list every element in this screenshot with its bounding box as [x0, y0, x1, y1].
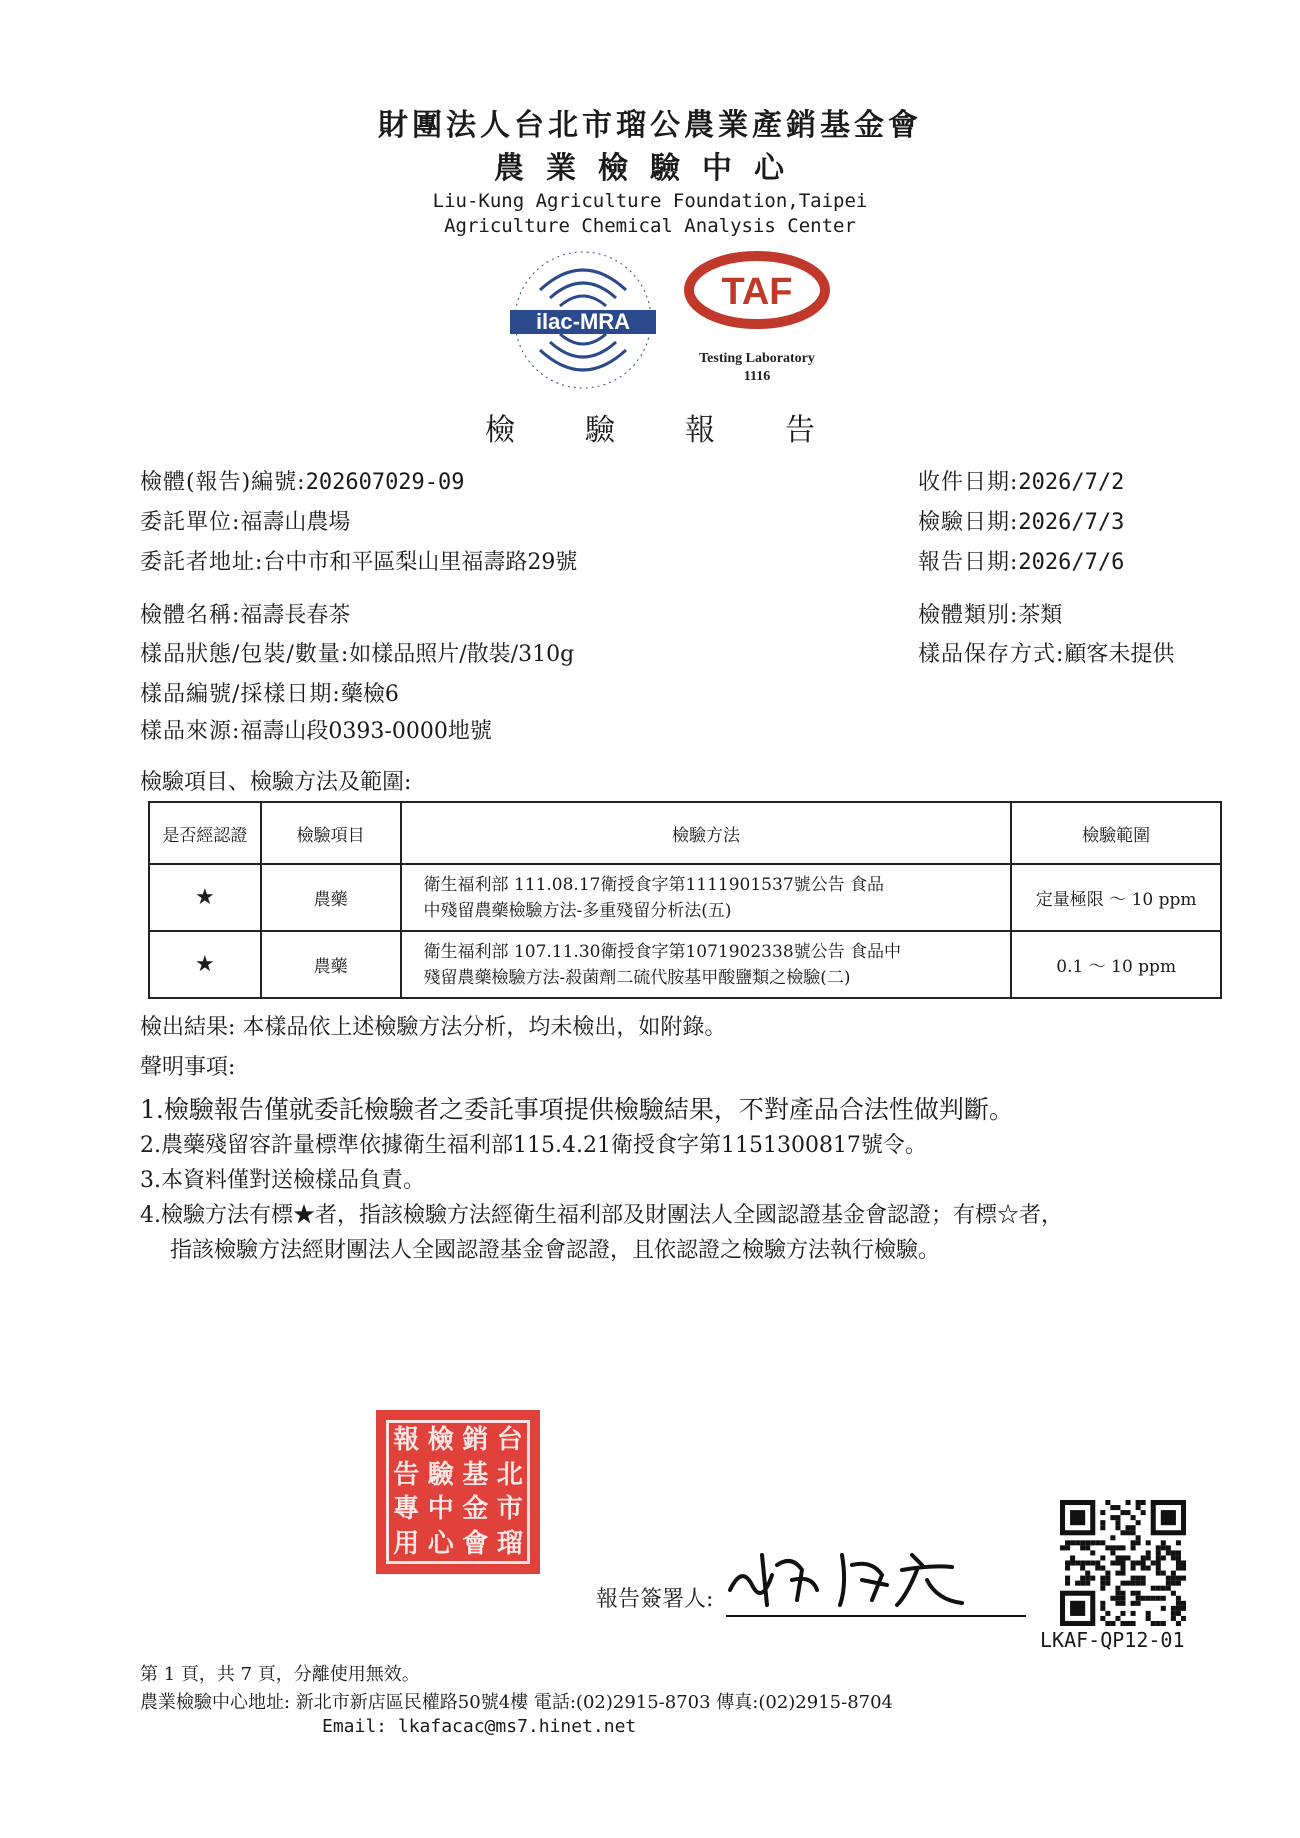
email-footer: Email: lkafacac@ms7.hinet.net	[322, 1716, 637, 1737]
received-date-value: 2026/7/2	[1018, 470, 1125, 495]
sample-state-row	[140, 637, 574, 668]
received-date-row	[918, 465, 1124, 496]
org-name-zh: 財團法人台北市瑠公農業產銷基金會	[378, 108, 922, 143]
seal-glyph: 用	[393, 1528, 420, 1559]
qr-code	[1060, 1500, 1186, 1626]
methods-table-header	[149, 802, 1221, 864]
ilac-mra-logo	[510, 252, 656, 388]
storage-label: 樣品保存方式:	[918, 642, 1065, 667]
sample-id-row	[140, 677, 399, 708]
sample-name-value: 福壽長春茶	[240, 603, 351, 628]
test-range: 定量極限 ～ 10 ppm	[1011, 864, 1221, 931]
sample-id-value: 藥檢6	[340, 682, 399, 707]
notes-heading: 聲明事項:	[140, 1055, 236, 1080]
accreditation-logos	[0, 250, 1300, 400]
category-value: 茶類	[1018, 603, 1063, 628]
sample-source-label: 樣品來源:	[140, 719, 241, 744]
test-method-line: 衛生福利部 107.11.30衛授食字第1071902338號公告 食品中	[423, 941, 902, 962]
test-date-row	[918, 505, 1124, 536]
header-method: 檢驗方法	[401, 802, 1012, 864]
test-method	[401, 864, 1012, 931]
test-range: 0.1 ～ 10 ppm	[1011, 931, 1221, 998]
report-number-label: 檢體(報告)編號:	[140, 470, 306, 495]
seal-glyph: 專	[393, 1494, 420, 1525]
client-value: 福壽山農場	[240, 510, 351, 535]
taf-logo-text: TAF	[721, 271, 793, 313]
note-2: 2.農藥殘留容許量標準依據衛生福利部115.4.21衛授食字第1151300817號令。	[140, 1133, 927, 1158]
sample-state-value: 如樣品照片/散裝/310g	[349, 642, 575, 667]
test-date-label: 檢驗日期:	[918, 510, 1019, 535]
report-title: 檢驗報告	[485, 413, 885, 448]
org-name-en: Liu-Kung Agriculture Foundation,Taipei	[432, 190, 868, 212]
table-row	[149, 864, 1221, 931]
category-row	[918, 598, 1062, 629]
official-seal	[376, 1410, 540, 1574]
sample-source-value: 福壽山段0393-0000地號	[240, 719, 492, 744]
seal-glyph: 北	[496, 1459, 523, 1490]
seal-glyph: 台	[496, 1425, 523, 1456]
center-name-zh: 農業檢驗中心	[494, 151, 806, 186]
address-value: 台中市和平區梨山里福壽路29號	[263, 550, 578, 575]
sample-id-label: 樣品編號/採樣日期:	[140, 682, 341, 707]
note-1: 1.檢驗報告僅就委託檢驗者之委託事項提供檢驗結果，不對產品合法性做判斷。	[140, 1095, 1014, 1124]
page-footer: 第 1 頁，共 7 頁，分離使用無效。	[140, 1664, 420, 1685]
note-3: 3.本資料僅對送檢樣品負責。	[140, 1168, 425, 1193]
test-method	[401, 931, 1012, 998]
test-method-line: 中殘留農藥檢驗方法-多重殘留分析法(五)	[423, 900, 732, 921]
taf-caption-1: Testing Laboratory	[699, 351, 815, 366]
report-date-label: 報告日期:	[918, 550, 1019, 575]
ilac-logo-text: ilac-MRA	[535, 309, 631, 334]
taf-logo	[689, 256, 825, 384]
seal-glyph: 中	[427, 1494, 454, 1525]
signature	[722, 1545, 982, 1615]
sample-name-row	[140, 598, 350, 629]
methods-table	[148, 801, 1222, 999]
taf-caption-2: 1116	[743, 369, 771, 384]
category-label: 檢體類別:	[918, 603, 1019, 628]
report-date-row	[918, 545, 1124, 576]
header-accredited: 是否經認證	[149, 802, 261, 864]
sample-source-row	[140, 714, 492, 745]
test-method-line: 衛生福利部 111.08.17衛授食字第1111901537號公告 食品	[423, 874, 885, 895]
header-item: 檢驗項目	[261, 802, 401, 864]
seal-glyph: 會	[462, 1528, 489, 1559]
report-date-value: 2026/7/6	[1018, 550, 1125, 575]
document-code: LKAF-QP12-01	[1040, 1628, 1185, 1652]
storage-value: 顧客未提供	[1064, 642, 1175, 667]
seal-glyph: 金	[462, 1494, 489, 1525]
seal-glyph: 報	[393, 1425, 420, 1456]
received-date-label: 收件日期:	[918, 470, 1019, 495]
seal-glyph: 瑠	[496, 1528, 523, 1559]
report-number-value: 202607029-09	[305, 470, 465, 495]
note-4: 4.檢驗方法有標★者，指該檢驗方法經衛生福利部及財團法人全國認證基金會認證；有標☆者，	[140, 1203, 1063, 1228]
address-label: 委託者地址:	[140, 550, 264, 575]
report-number-row	[140, 465, 465, 496]
test-method-line: 殘留農藥檢驗方法-殺菌劑二硫代胺基甲酸鹽類之檢驗(二)	[423, 967, 851, 988]
test-item: 農藥	[261, 864, 401, 931]
seal-glyph: 告	[393, 1459, 420, 1490]
accredited-star: ★	[149, 864, 261, 931]
test-date-value: 2026/7/3	[1018, 510, 1125, 535]
test-result: 檢出結果: 本樣品依上述檢驗方法分析，均未檢出，如附錄。	[140, 1015, 727, 1040]
signer-label: 報告簽署人:	[596, 1587, 714, 1612]
storage-row	[918, 637, 1174, 668]
client-row	[140, 505, 350, 536]
sample-name-label: 檢體名稱:	[140, 603, 241, 628]
table-row	[149, 931, 1221, 998]
seal-glyph: 心	[427, 1528, 454, 1559]
center-address-footer: 農業檢驗中心地址: 新北市新店區民權路50號4樓 電話:(02)2915-8703 傳真:(02)2915-8704	[140, 1692, 894, 1713]
note-4-continued: 指該檢驗方法經財團法人全國認證基金會認證，且依認證之檢驗方法執行檢驗。	[170, 1238, 941, 1263]
methods-heading: 檢驗項目、檢驗方法及範圍:	[140, 770, 412, 795]
sample-state-label: 樣品狀態/包裝/數量:	[140, 642, 350, 667]
seal-glyph: 市	[496, 1494, 523, 1525]
seal-glyph: 基	[462, 1459, 489, 1490]
address-row	[140, 545, 577, 576]
center-name-en: Agriculture Chemical Analysis Center	[444, 215, 856, 237]
test-item: 農藥	[261, 931, 401, 998]
header-range: 檢驗範圍	[1011, 802, 1221, 864]
seal-glyph: 銷	[462, 1425, 489, 1456]
seal-glyph: 檢	[427, 1425, 454, 1456]
signature-line	[726, 1615, 1026, 1617]
seal-glyph: 驗	[427, 1459, 454, 1490]
accredited-star: ★	[149, 931, 261, 998]
client-label: 委託單位:	[140, 510, 241, 535]
